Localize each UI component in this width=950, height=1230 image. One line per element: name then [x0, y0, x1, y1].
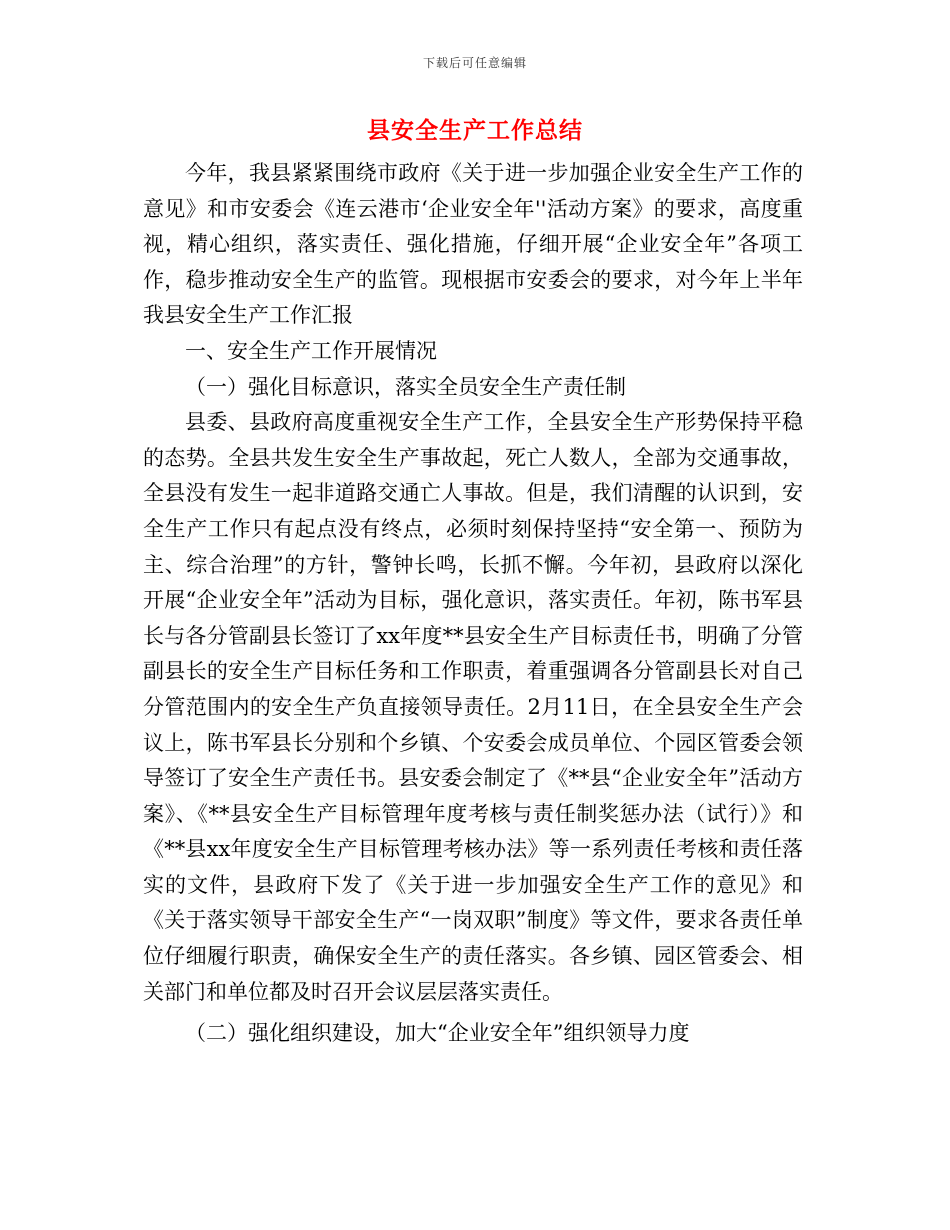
paragraph-body-1: 县委、县政府高度重视安全生产工作，全县安全生产形势保持平稳的态势。全县共发生安全生产事故起，死亡人数人，全部为交通事故，全县没有发生一起非道路交通亡人事故。但是，我们清醒的认识到，安全生产工作只有起点没有终点，必须时刻保持坚持“安全第一、预防为主、综合治理”的方针，警钟长鸣，长抓不懈。今年初，县政府以深化开展“企业安全年”活动为目标，强化意识，落实责任。年初，陈书军县长与各分管副县长签订了xx年度**县安全生产目标责任书，明确了分管副县长的安全生产目标任务和工作职责，着重强调各分管副县长对自己分管范围内的安全生产负直接领导责任。2月11日，在全县安全生产会议上，陈书军县长分别和个乡镇、个安委会成员单位、个园区管委会领导签订了安全生产责任书。县安委会制定了《**县“企业安全年”活动方案》、《**县安全生产目标管理年度考核与责任制奖惩办法（试行）》和《**县xx年度安全生产目标管理考核办法》等一系列责任考核和责任落实的文件，县政府下发了《关于进一步加强安全生产工作的意见》和《关于落实领导干部安全生产“一岗双职”制度》等文件，要求各责任单位仔细履行职责，确保安全生产的责任落实。各乡镇、园区管委会、相关部门和单位都及时召开会议层层落实责任。 — [143, 410, 803, 1004]
paragraph-intro: 今年，我县紧紧围绕市政府《关于进一步加强企业安全生产工作的意见》和市安委会《连云港市‘企业安全年''活动方案》的要求，高度重视，精心组织，落实责任、强化措施，仔细开展“企业安全年”各项工作，稳步推动安全生产的监管。现根据市安委会的要求，对今年上半年我县安全生产工作汇报 — [143, 161, 803, 328]
document-body — [143, 156, 803, 1052]
section-heading-1: 一、安全生产工作开展情况 — [185, 338, 437, 363]
subsection-heading-2: （二）强化组织建设，加大“企业安全年”组织领导力度 — [185, 1021, 690, 1046]
subsection-heading-1: （一）强化目标意识，落实全员安全生产责任制 — [185, 374, 626, 399]
document-title: 县安全生产工作总结 — [367, 117, 583, 144]
header-note: 下载后可任意编辑 — [422, 56, 527, 70]
